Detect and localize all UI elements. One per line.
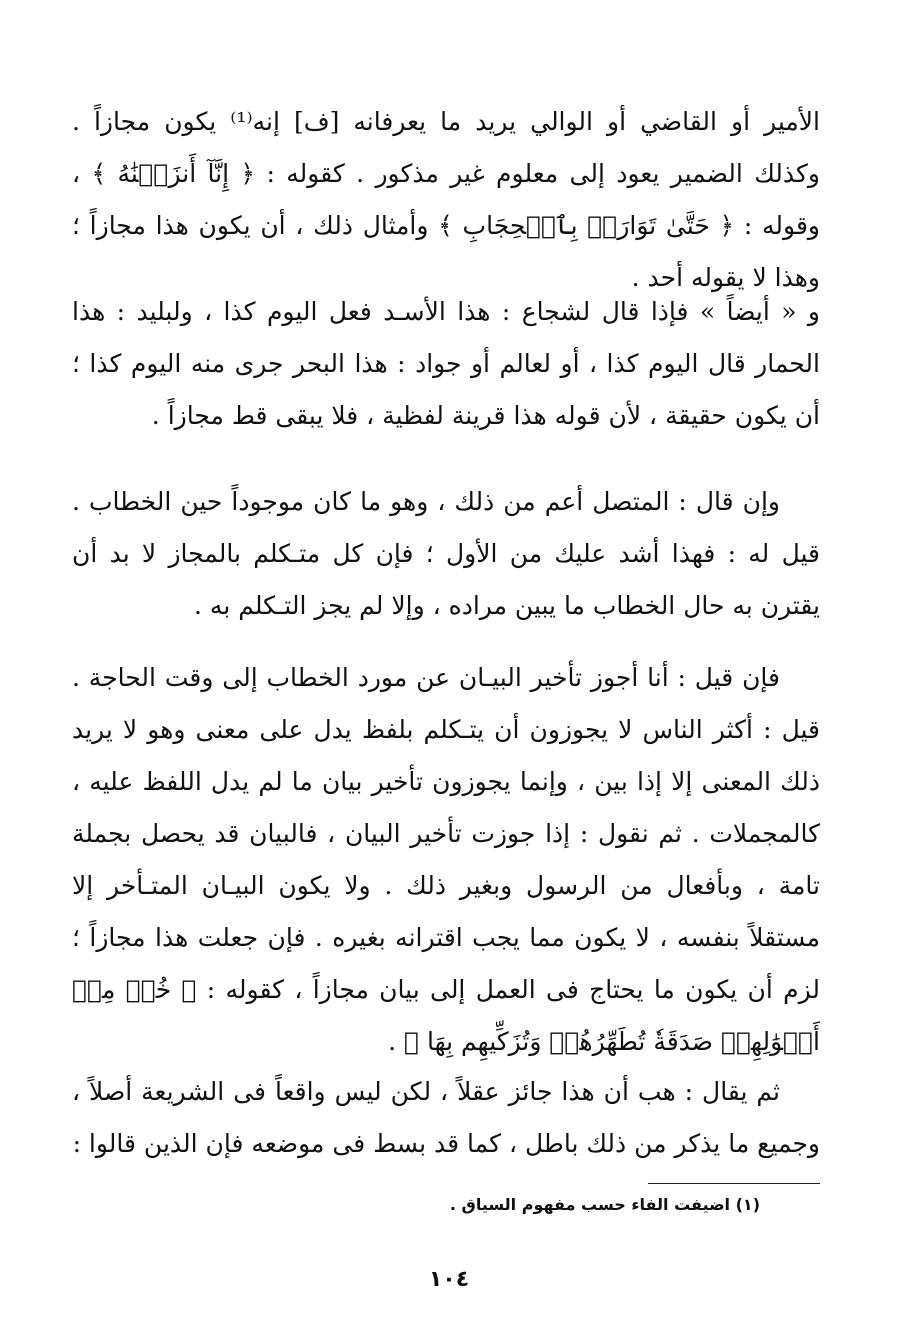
body-paragraph-4: [72, 652, 820, 1068]
page-number: ١٠٤: [428, 1267, 470, 1292]
body-paragraph-3: [72, 476, 820, 632]
paragraph-text: وإن قال : المتصل أعم من ذلك ، وهو ما كان موجوداً حين الخطاب . قيل له : فهذا أشد عليك من الأول ؛ فإن كل متـكلم بالمجاز لا بد أن يقترن به حال الخطاب ما يبين مراده ، وإلا لم يجز التـكلم به .: [72, 487, 820, 620]
body-paragraph-5: [72, 1066, 820, 1170]
body-paragraph-2: [72, 286, 820, 442]
paragraph-text: فإن قيل : أنا أجوز تأخير البيـان عن مورد الخطاب إلى وقت الحاجة . قيل : أكثر الناس لا يجوزون أن يتـكلم بلفظ يدل على معنى وهو لا يريد ذلك المعنى إلا إذا بين ، وإنما يجوزون تأخير بيان ما لم يدل اللفظ عليه ، كالمجملات . ثم نقول : إذا جوزت تأخير البيان ، فالبيان قد يحصل بجملة تامة ، وبأفعال من الرسول وبغير ذلك . ولا يكون البيـان المتـأخر إلا مستقلاً بنفسه ، لا يكون مما يجب اقترانه بغيره . فإن جعلت هذا مجازاً ؛ لزم أن يكون ما يحتاج فى العمل إلى بيان مجازاً ، كقوله : ﴿ خُذۡ مِنۡ أَمۡوَٰلِهِمۡ صَدَقَةٗ تُطَهِّرُهُمۡ وَتُزَكِّيهِم بِهَا ﴾ .: [72, 663, 821, 1056]
body-paragraph-1: [72, 96, 820, 304]
footnote-divider: [648, 1183, 820, 1184]
footnote: (١) اضيفت الفاء حسب مفهوم السياق .: [449, 1195, 760, 1214]
paragraph-text: و « أيضاً » فإذا قال لشجاع : هذا الأسـد فعل اليوم كذا ، ولبليد : هذا الحمار قال اليوم كذا ، أو لعالم أو جواد : هذا البحر جرى منه اليوم كذا ؛ أن يكون حقيقة ، لأن قوله هذا قرينة لفظية ، فلا يبقى قط مجازاً .: [72, 297, 820, 430]
paragraph-text: الأمير أو القاضي أو الوالي يريد ما يعرفانه [ف] إنه⁽¹⁾ يكون مجازاً . وكذلك الضمير يعود إلى معلوم غير مذكور . كقوله : ﴿ إِنَّآ أَنزَلۡنَٰهُ ﴾ ، وقوله : ﴿ حَتَّىٰ تَوَارَتۡ بِٱلۡحِجَابِ ﴾ وأمثال ذلك ، أن يكون هذا مجازاً ؛ وهذا لا يقوله أحد .: [72, 107, 820, 292]
paragraph-text: ثم يقال : هب أن هذا جائز عقلاً ، لكن ليس واقعاً فى الشريعة أصلاً ، وجميع ما يذكر من ذلك باطل ، كما قد بسط فى موضعه فإن الذين قالوا :: [72, 1077, 820, 1158]
